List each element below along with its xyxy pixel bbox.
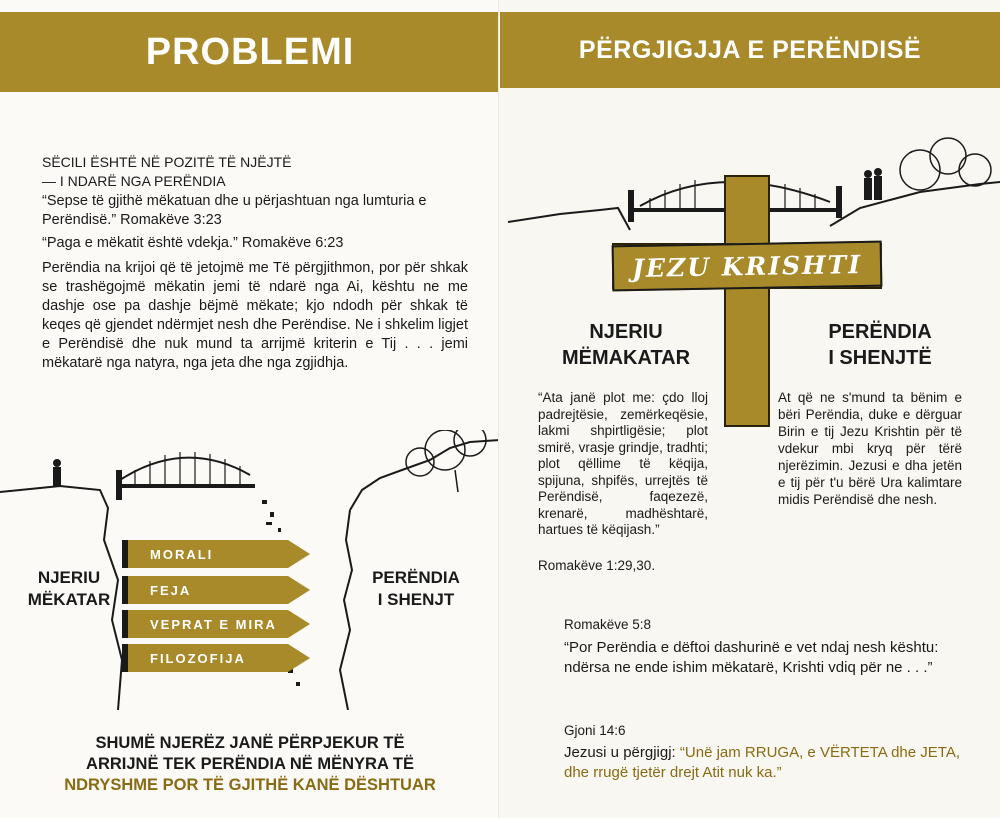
answer-banner: PËRGJIGJJA E PERËNDISË (500, 12, 1000, 88)
bar-feja: FEJA (122, 576, 288, 604)
left-heading (42, 153, 462, 191)
bar-morali: MORALI (122, 540, 288, 568)
footer-line3: NDRYSHME POR TË GJITHË KANË DËSHTUAR (64, 776, 436, 794)
left-footer (20, 733, 480, 796)
john-14-6-ref: Gjoni 14:6 (564, 723, 626, 738)
left-holy-label (356, 567, 476, 611)
right-sinner-line2: MËMAKATAR (561, 347, 691, 369)
sinner-line1: NJERIU (37, 568, 101, 587)
bar-filozofija: FILOZOFIJA (122, 644, 288, 672)
footer-line1: SHUMË NJERËZ JANË PËRPJEKUR TË (95, 734, 405, 752)
sin-quote: “Ata janë plot me: çdo lloj padrejtësie, zemërkeqësie, lakmi shpirtligësie; plot smirë, vrasje grindje, tradhti; plot qëllime të këqija, spijuna, shpifës, urrejtës të Perëndisë, faqezezë, krenarë, madhështarë, hartues të këqijash.” (538, 390, 708, 537)
left-para1: “Sepse të gjithë mëkatuan dhe u përjashtuan nga lumturia e Perëndisë.” Romakëve 3:23 (42, 193, 427, 228)
problem-banner: PROBLEMI (0, 12, 500, 92)
sin-quote-ref: Romakëve 1:29,30. (538, 558, 656, 573)
romans-5-8-quote: “Por Perëndia e dëftoi dashurinë e vet ndaj nesh kështu: ndërsa ne ende ishim mëkatarë, Krishti vdiq për ne . . .” (564, 639, 939, 676)
god-did-text: At që ne s'mund ta bënim e bëri Perëndia, duke e dërguar Birin e tij Jezu Krishtin për të vdekur mbi kryq për tërë njerëzimin. Jezusi e dha jetën e tij për t'u bërë Ura kalimtare midis Perëndisë dhe nesh. (778, 390, 962, 507)
bar-veprat-e-mira: VEPRAT E MIRA (122, 610, 288, 638)
right-holy-line2: I SHENJTË (828, 347, 932, 369)
tree-icon-right (900, 138, 991, 190)
john-14-6-quote (564, 743, 962, 783)
john-quote-intro: Jezusi u përgjigj: (564, 744, 680, 761)
holy-line2: I SHENJT (377, 590, 455, 609)
left-para2: “Paga e mëkatit është vdekja.” Romakëve 6:23 (42, 235, 344, 251)
cross-vertical (724, 175, 770, 427)
left-heading-line2: — I NDARË NGA PERËNDIA (42, 173, 226, 189)
footer-line2: ARRIJNË TEK PERËNDIA NË MËNYRA TË (86, 755, 414, 773)
couple-icon (864, 168, 882, 200)
left-heading-line1: SËCILI ËSHTË NË POZITË TË NJËJTË (42, 154, 292, 170)
person-icon (53, 459, 61, 487)
left-para3: Perëndia na krijoi që të jetojmë me Të përgjithmon, por për shkak se trashëgojmë mëkatin jemi të ndarë nga Ai, kështu ne me dashje ose pa dashje bëjmë mëkate; kjo ndodh për shkak të keqes që gjendet ndërmjet nesh dhe Perëndise. Ne i shkelim ligjet e Perëndisë dhe nuk mund ta arrijmë kriterin e Tij . . . jemi mëkatarë nga natyra, nga jeta dhe nga zgjidhja. (42, 260, 468, 371)
left-sinner-label (14, 567, 124, 611)
right-sinner-label (536, 319, 716, 371)
right-sinner-line1: NJERIU (589, 321, 663, 343)
romans-5-8-ref: Romakëve 5:8 (564, 617, 652, 632)
john-quote-gold: “Unë jam RRUGA, e VËRTETA dhe JETA, dhe rrugë tjetër drejt Atit nuk ka.” (564, 744, 960, 781)
tree-icon (406, 430, 486, 492)
sinner-line2: MËKATAR (27, 590, 111, 609)
right-holy-line1: PERËNDIA (828, 321, 932, 343)
right-holy-label (790, 319, 970, 371)
jesus-christ-label: JEZU KRISHTI (612, 241, 883, 292)
holy-line1: PERËNDIA (372, 568, 460, 587)
